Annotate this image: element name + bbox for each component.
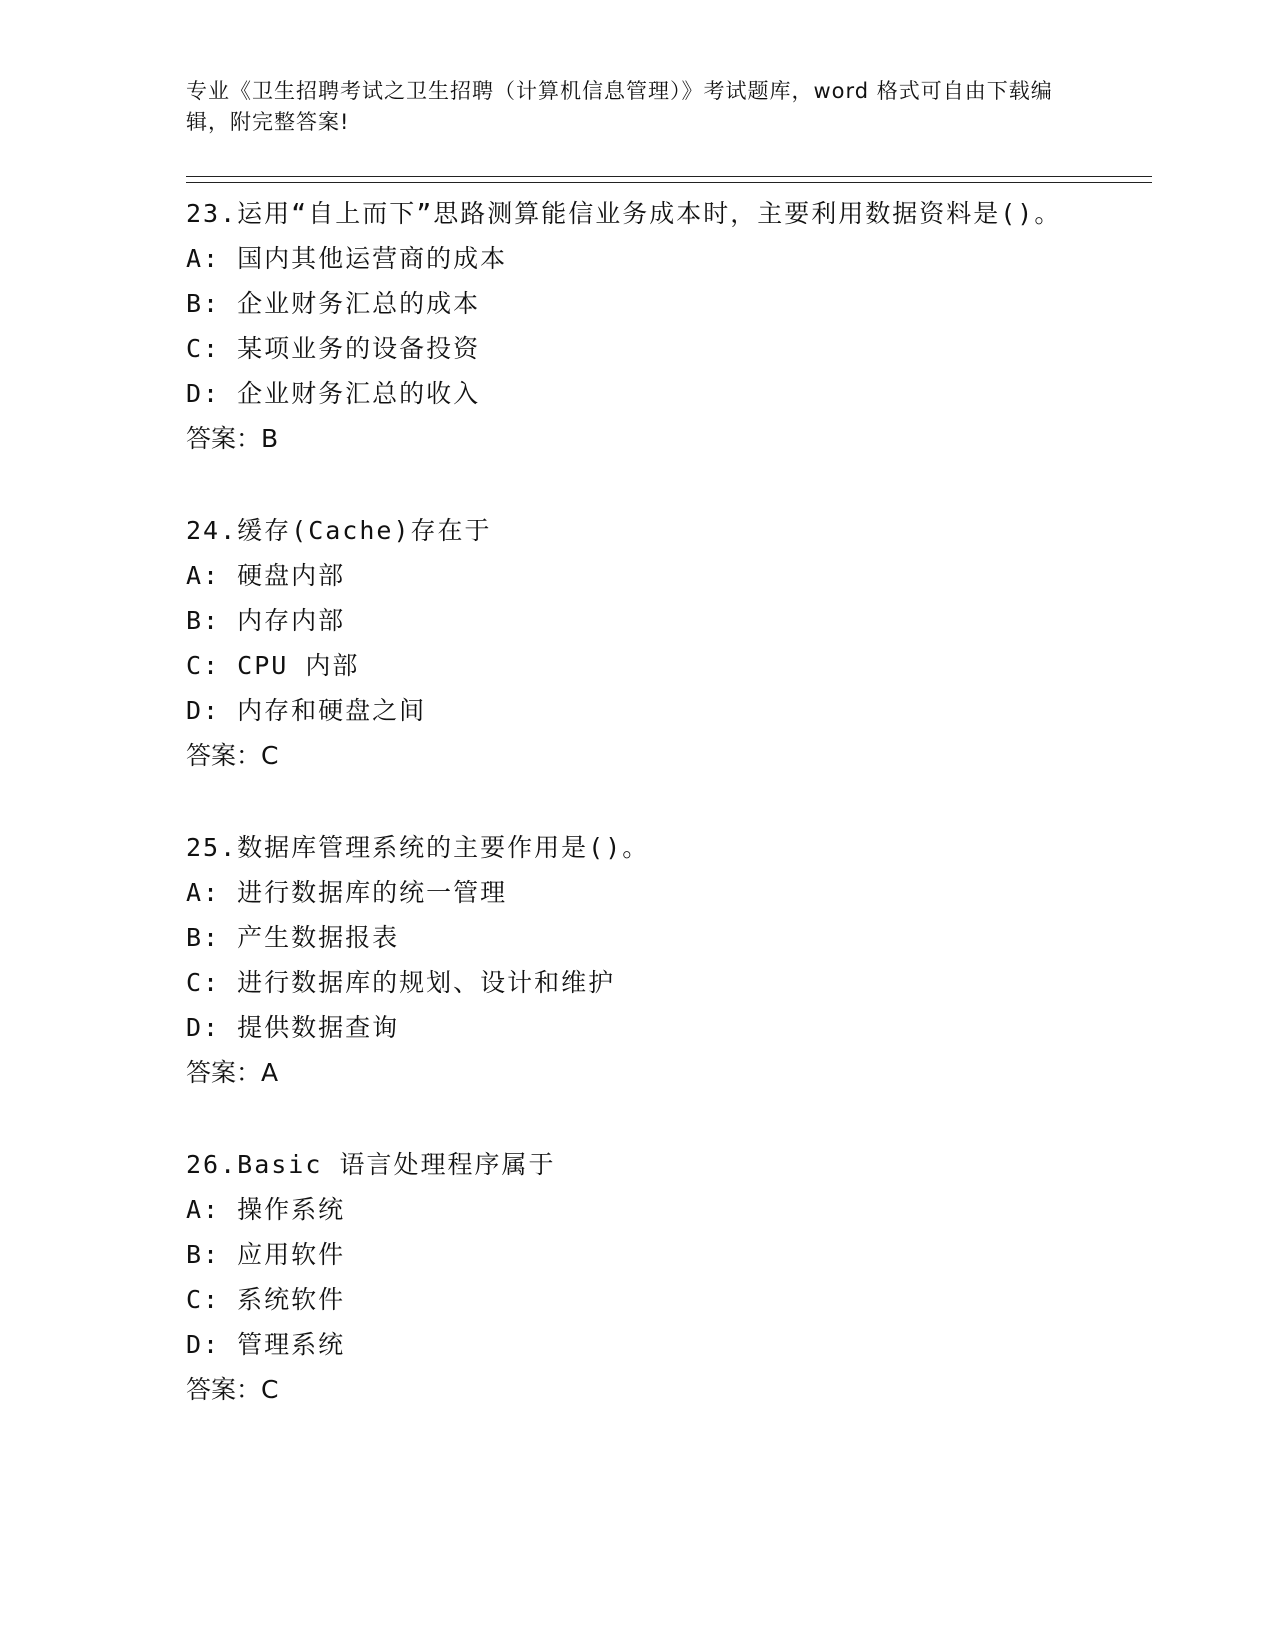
question-item (186, 508, 1086, 825)
question-spacer (186, 1095, 1086, 1142)
option-b: B: 企业财务汇总的成本 (186, 289, 481, 318)
question-spacer (186, 778, 1086, 825)
answer-line: 答案：C (186, 1375, 279, 1404)
option-d: D: 企业财务汇总的收入 (186, 379, 481, 408)
option-c: C: CPU 内部 (186, 651, 360, 680)
answer-line: 答案：A (186, 1058, 279, 1087)
question-stem: 23.运用“自上而下”思路测算能信业务成本时，主要利用数据资料是()。 (186, 199, 1062, 228)
question-stem: 26.Basic 语言处理程序属于 (186, 1150, 556, 1179)
question-stem: 24.缓存(Cache)存在于 (186, 516, 492, 545)
option-a: A: 硬盘内部 (186, 561, 346, 590)
option-d: D: 内存和硬盘之间 (186, 696, 427, 725)
option-a: A: 操作系统 (186, 1195, 346, 1224)
option-a: A: 进行数据库的统一管理 (186, 878, 508, 907)
option-b: B: 产生数据报表 (186, 923, 400, 952)
question-list (186, 191, 1086, 1412)
answer-line: 答案：C (186, 741, 279, 770)
question-item (186, 191, 1086, 508)
header-divider-top (186, 176, 1152, 177)
option-a: A: 国内其他运营商的成本 (186, 244, 508, 273)
option-c: C: 某项业务的设备投资 (186, 334, 481, 363)
option-d: D: 提供数据查询 (186, 1013, 400, 1042)
option-d: D: 管理系统 (186, 1330, 346, 1359)
question-item (186, 1142, 1086, 1412)
question-spacer (186, 461, 1086, 508)
answer-line: 答案：B (186, 424, 279, 453)
header-divider-bottom (186, 182, 1152, 183)
question-item (186, 825, 1086, 1142)
option-b: B: 应用软件 (186, 1240, 346, 1269)
option-c: C: 系统软件 (186, 1285, 346, 1314)
option-b: B: 内存内部 (186, 606, 346, 635)
document-header: 专业《卫生招聘考试之卫生招聘（计算机信息管理）》考试题库，word 格式可自由下载编辑，附完整答案! (186, 79, 1053, 134)
option-c: C: 进行数据库的规划、设计和维护 (186, 968, 616, 997)
question-stem: 25.数据库管理系统的主要作用是()。 (186, 833, 650, 862)
